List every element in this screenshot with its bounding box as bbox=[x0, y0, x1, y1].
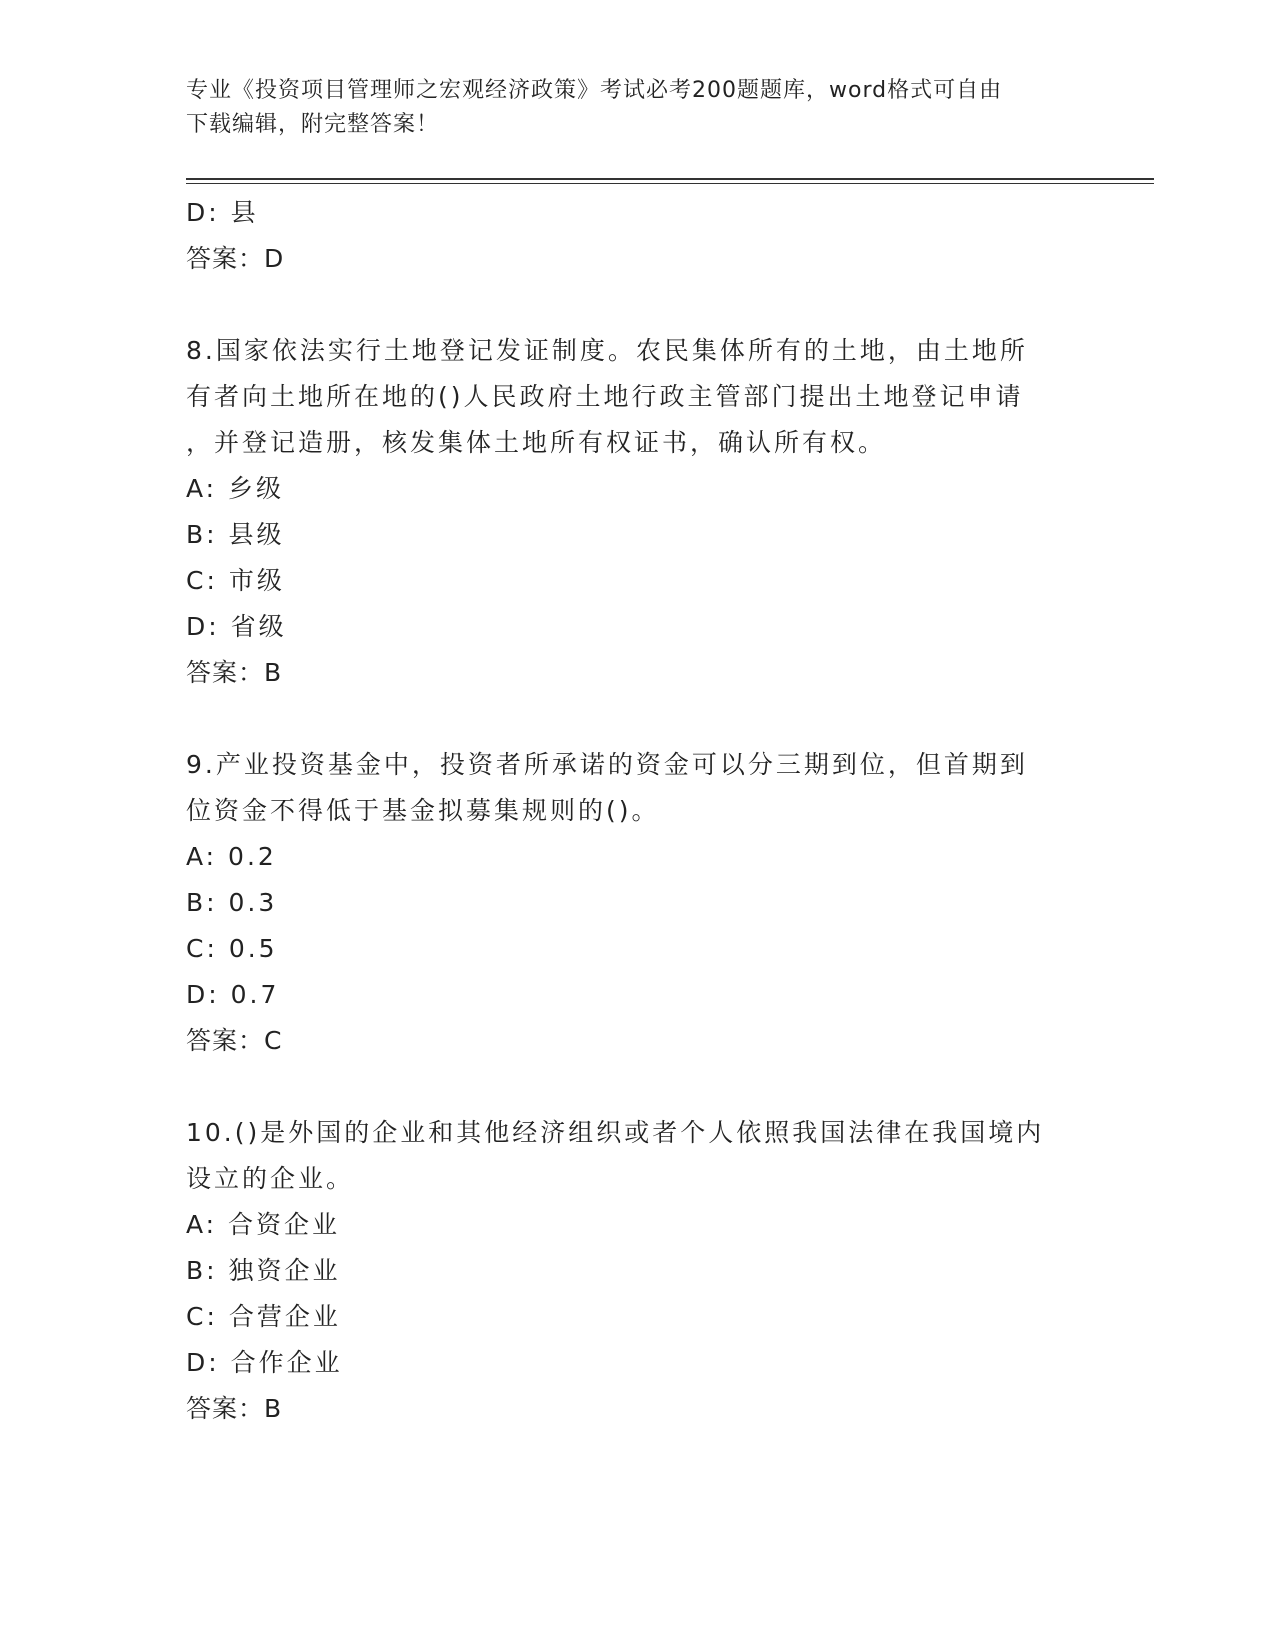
option-b: B: 县级 bbox=[186, 520, 285, 549]
spacer bbox=[186, 282, 1086, 328]
option-d: D: 县 bbox=[186, 198, 259, 227]
option-a: A: 0.2 bbox=[186, 842, 277, 871]
option-b: B: 0.3 bbox=[186, 888, 278, 917]
option-a: A: 乡级 bbox=[186, 474, 285, 503]
option-c: C: 0.5 bbox=[186, 934, 278, 963]
question-8 bbox=[186, 328, 1086, 696]
question-10 bbox=[186, 1110, 1086, 1432]
spacer bbox=[186, 1064, 1086, 1110]
option-d: D: 0.7 bbox=[186, 980, 280, 1009]
question-stem-line: 设立的企业。 bbox=[186, 1164, 355, 1193]
question-stem-line: 8.国家依法实行土地登记发证制度。农民集体所有的土地，由土地所 bbox=[186, 336, 1028, 365]
question-stem-line: 10.()是外国的企业和其他经济组织或者个人依照我国法律在我国境内 bbox=[186, 1118, 1045, 1147]
option-d: D: 省级 bbox=[186, 612, 287, 641]
option-c: C: 市级 bbox=[186, 566, 285, 595]
question-7-tail bbox=[186, 190, 1086, 282]
option-d: D: 合作企业 bbox=[186, 1348, 343, 1377]
option-a: A: 合资企业 bbox=[186, 1210, 341, 1239]
header-divider-thin bbox=[186, 183, 1154, 184]
question-stem-line: 有者向土地所在地的()人民政府土地行政主管部门提出土地登记申请 bbox=[186, 382, 1024, 411]
answer-line: 答案：B bbox=[186, 658, 283, 687]
question-stem-line: ，并登记造册，核发集体土地所有权证书，确认所有权。 bbox=[186, 428, 887, 457]
question-9 bbox=[186, 742, 1086, 1064]
header-line-1: 专业《投资项目管理师之宏观经济政策》考试必考200题题库，word格式可自由 bbox=[186, 78, 1003, 103]
option-b: B: 独资企业 bbox=[186, 1256, 341, 1285]
answer-line: 答案：B bbox=[186, 1394, 283, 1423]
question-list bbox=[186, 190, 1086, 1432]
spacer bbox=[186, 696, 1086, 742]
header-divider-thick bbox=[186, 178, 1154, 180]
answer-line: 答案：D bbox=[186, 244, 285, 273]
document-header bbox=[186, 74, 1086, 142]
question-stem-line: 9.产业投资基金中，投资者所承诺的资金可以分三期到位，但首期到 bbox=[186, 750, 1028, 779]
answer-line: 答案：C bbox=[186, 1026, 283, 1055]
header-line-2: 下载编辑，附完整答案！ bbox=[186, 112, 440, 137]
question-stem-line: 位资金不得低于基金拟募集规则的()。 bbox=[186, 796, 660, 825]
option-c: C: 合营企业 bbox=[186, 1302, 341, 1331]
